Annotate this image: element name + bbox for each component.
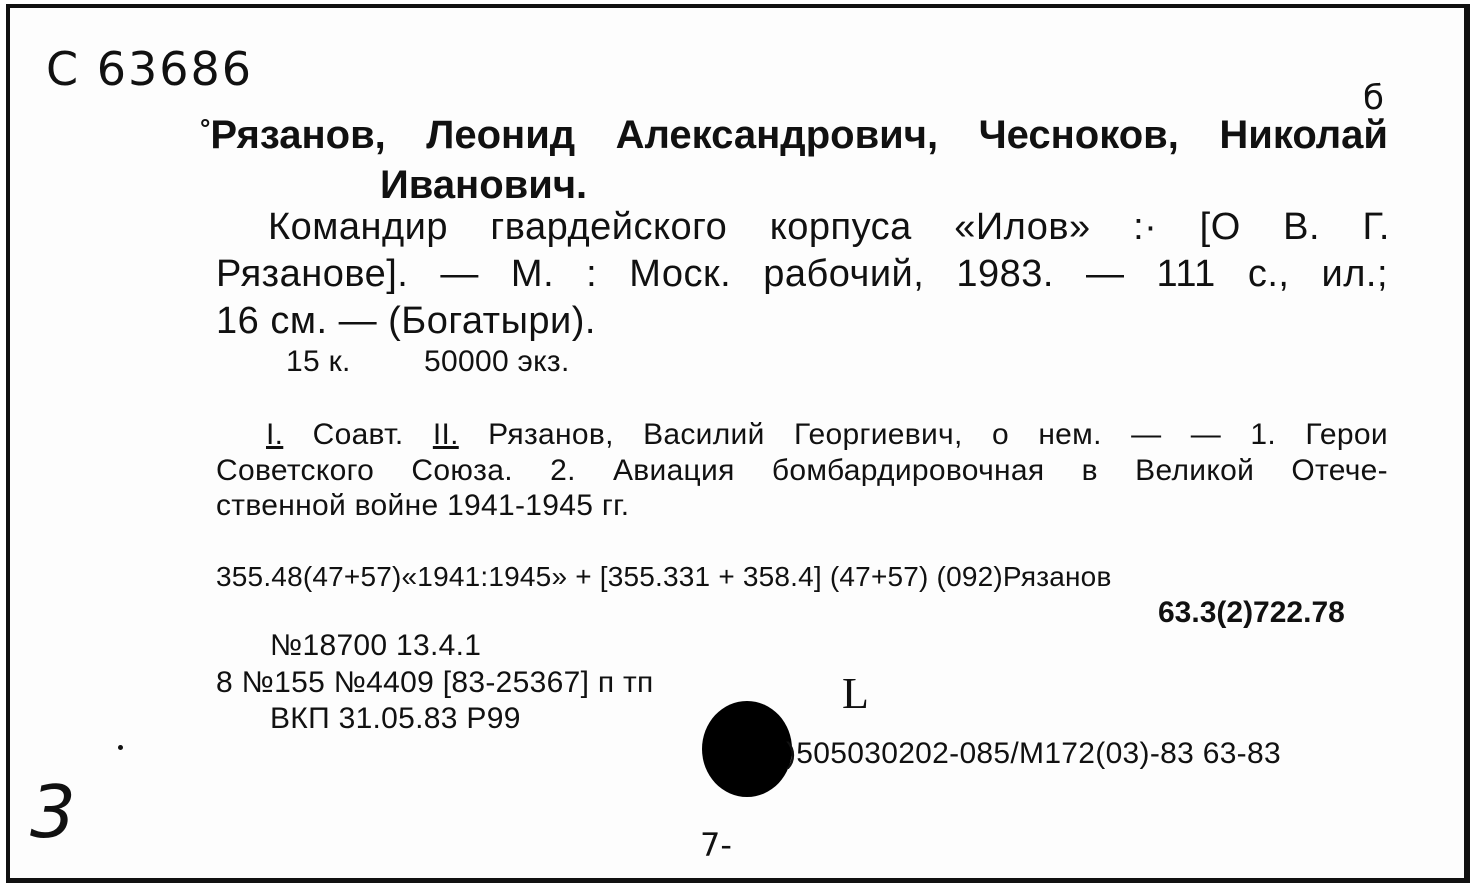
title-word: : — [586, 253, 598, 295]
title-word: Г. — [1362, 206, 1390, 248]
title-word: В. — [1283, 206, 1321, 248]
record-registration: 8 №155 №4409 [83-25367] п тп — [216, 666, 654, 699]
tracing-word: бомбардировочная — [771, 454, 1045, 487]
title-word: — — [440, 253, 479, 295]
author-word: Александрович, — [615, 113, 939, 157]
title-word: Командир — [268, 206, 449, 248]
print-run: 50000 экз. — [424, 345, 570, 378]
price: 15 к. — [286, 345, 351, 378]
title-word: 1983. — [956, 253, 1054, 295]
tracing-word: Георгиевич, — [793, 418, 963, 451]
record-date: ВКП 31.05.83 Р99 — [270, 702, 521, 735]
title-word: с., — [1247, 253, 1290, 295]
author-word: Рязанов, — [210, 113, 386, 157]
handwritten-number: 3 — [30, 770, 76, 854]
author-heading — [200, 113, 1388, 158]
title-line-2 — [216, 253, 1388, 296]
tracing-word: Герои — [1305, 418, 1388, 451]
corner-mark: б — [1363, 78, 1384, 118]
tracing-word: Соавт. — [312, 418, 404, 451]
udc-classification: 355.48(47+57)«1941:1945» + [355.331 + 358.4] (47+57) (092)Рязанов — [216, 561, 1112, 592]
tracing-word: 2. — [550, 454, 576, 487]
author-continuation: Иванович. — [380, 163, 588, 207]
code-line: )505030202-085/М172(03)-83 63-83 — [786, 737, 1281, 770]
tracing-word: в — [1081, 454, 1098, 487]
handwritten-mark: 7- — [700, 826, 732, 864]
call-number: С 63686 — [46, 42, 254, 96]
tracing-word: Авиация — [612, 454, 735, 487]
tracings-line-1 — [266, 418, 1388, 452]
tracing-word: I. — [266, 418, 284, 451]
title-word: гвардейского — [490, 206, 728, 248]
title-word: «Илов» — [954, 206, 1091, 248]
author-word — [200, 113, 386, 158]
tracing-word: Советского — [216, 454, 375, 487]
title-word: Моск. — [629, 253, 732, 295]
tracing-word: — — [1190, 418, 1222, 451]
tracings-line-3: ственной войне 1941-1945 гг. — [216, 489, 630, 522]
tracing-word: Василий — [643, 418, 765, 451]
author-word: Леонид — [426, 113, 576, 157]
stray-dot — [118, 745, 123, 750]
bbk-classification: 63.3(2)722.78 — [1158, 596, 1345, 629]
tracing-word: 1. — [1250, 418, 1277, 451]
title-line-1 — [268, 206, 1390, 249]
title-word: — — [1086, 253, 1125, 295]
title-word: :· — [1133, 206, 1158, 248]
title-word: Рязанове]. — [216, 253, 409, 295]
title-word: М. — [510, 253, 555, 295]
tracing-word: о — [991, 418, 1009, 451]
punch-hole — [702, 701, 792, 797]
tracing-word: Союза. — [411, 454, 513, 487]
title-word: рабочий, — [763, 253, 925, 295]
title-word: 111 — [1156, 253, 1216, 295]
title-line-3: 16 см. — (Богатыри). — [216, 300, 596, 342]
tracing-word: — — [1131, 418, 1162, 451]
author-word: Чесноков, — [978, 113, 1179, 157]
tracing-word: Рязанов, — [488, 418, 614, 451]
record-number: №18700 13.4.1 — [270, 629, 482, 662]
tracing-word: Великой — [1135, 454, 1255, 487]
author-word: Николай — [1219, 113, 1388, 157]
title-word: [О — [1199, 206, 1241, 248]
tracing-word: II. — [432, 418, 459, 451]
title-word: корпуса — [769, 206, 912, 248]
tracing-word: нем. — [1038, 418, 1102, 451]
tracing-word: Отече- — [1291, 454, 1388, 487]
tracings-line-2 — [216, 454, 1388, 488]
degree-mark: ° — [200, 113, 211, 143]
letter-mark: L — [842, 669, 869, 718]
title-word: ил.; — [1321, 253, 1388, 295]
